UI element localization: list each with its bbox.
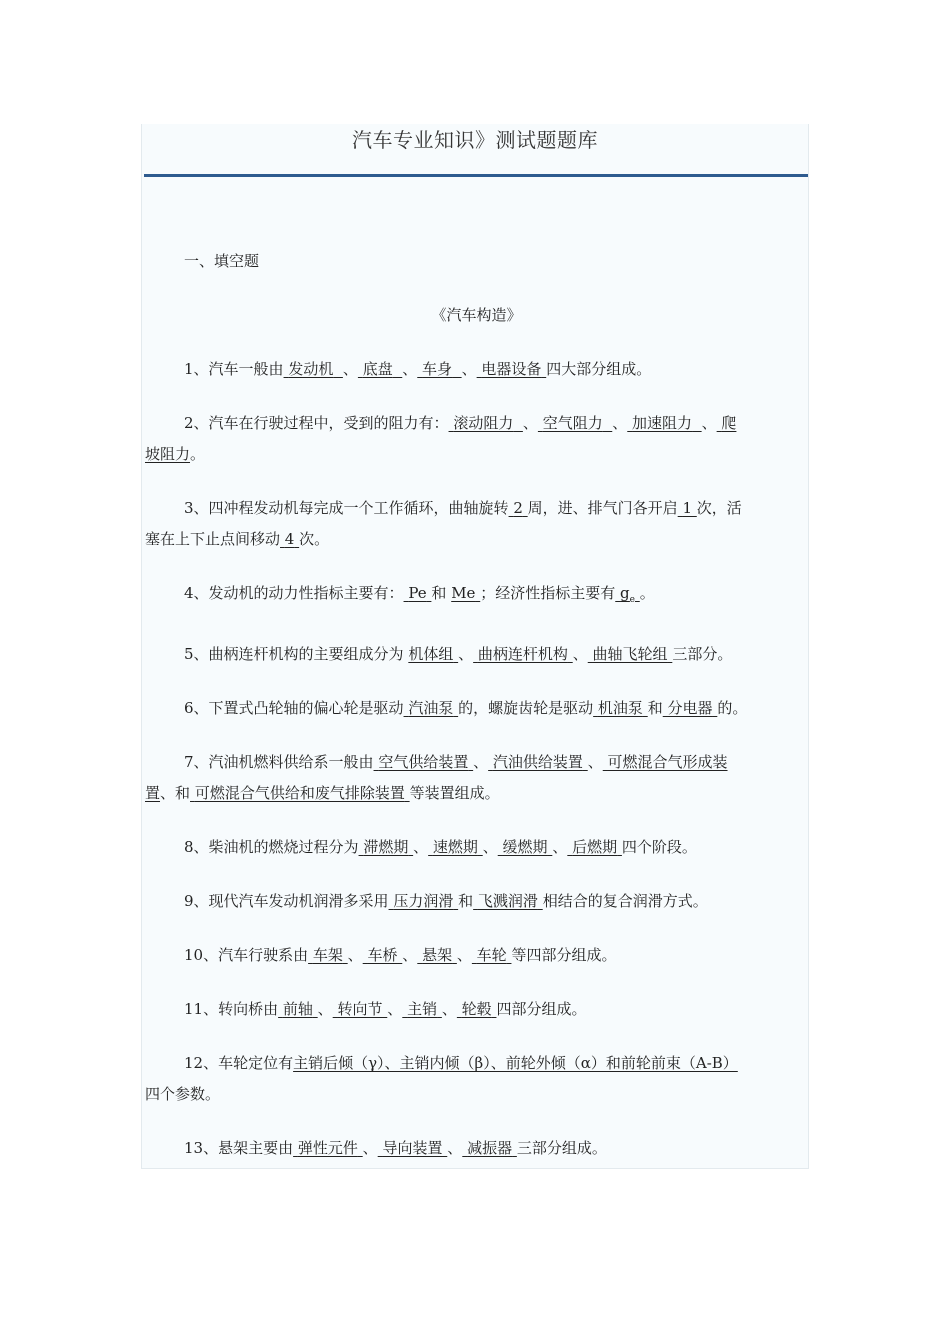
question-5: 5、曲柄连杆机构的主要组成分为 机体组 、 曲柄连杆机构 、 曲轴飞轮组 三部分。 xyxy=(184,645,733,663)
question-4: 4、发动机的动力性指标主要有： Pe 和 Me ；经济性指标主要有 $g_e$ 。 xyxy=(184,584,655,605)
question-6: 6、下置式凸轮轴的偏心轮是驱动 汽油泵 的，螺旋齿轮是驱动 机油泵 和 分电器 的。 xyxy=(184,699,748,717)
answer-blank: 滞燃期 xyxy=(363,838,409,856)
answer-blank: 4 xyxy=(284,530,295,548)
answer-blank: 1 xyxy=(682,499,692,517)
answer-blank: 车桥 xyxy=(367,946,398,964)
answer-blank: 悬架 xyxy=(422,946,453,964)
answer-blank: 主销 xyxy=(407,1000,438,1018)
answer-blank: 滚动阻力 xyxy=(453,414,514,432)
answer-blank: 车轮 xyxy=(476,946,507,964)
answer-blank: 机油泵 xyxy=(597,699,643,717)
subsection-heading: 《汽车构造》 xyxy=(431,306,522,324)
answer-blank: 汽油泵 xyxy=(408,699,454,717)
answer-blank: 空气阻力 xyxy=(542,414,603,432)
answer-blank: 2 xyxy=(513,499,523,517)
answer-blank: 汽油供给装置 xyxy=(492,753,583,771)
title-divider xyxy=(144,174,808,177)
answer-blank: 转向节 xyxy=(337,1000,383,1018)
answer-blank: 后燃期 xyxy=(572,838,618,856)
section-heading: 一、填空题 xyxy=(184,252,260,270)
answer-blank: 坡阻力 xyxy=(145,445,191,463)
answer-blank: 减振器 xyxy=(467,1139,513,1157)
document-page xyxy=(141,124,809,1169)
answer-blank: 主销后倾（γ）、主销内倾（β）、前轮外倾（α）和前轮前束（A-B） xyxy=(293,1054,738,1072)
answer-blank: 轮毂 xyxy=(461,1000,492,1018)
question-10: 10、汽车行驶系由 车架 、 车桥 、 悬架 、 车轮 等四部分组成。 xyxy=(184,946,617,964)
question-1: 1、汽车一般由 发动机 、 底盘 、 车身 、 电器设备 四大部分组成。 xyxy=(184,360,652,378)
answer-blank: 底盘 xyxy=(362,360,393,378)
question-11: 11、转向桥由 前轴 、 转向节 、 主销 、 轮毂 四部分组成。 xyxy=(184,1000,587,1018)
answer-blank: 空气供给装置 xyxy=(378,753,469,771)
question-8: 8、柴油机的燃烧过程分为 滞燃期 、 速燃期 、 缓燃期 、 后燃期 四个阶段。 xyxy=(184,838,697,856)
answer-blank: 可燃混合气形成装 xyxy=(607,753,728,771)
answer-blank: 加速阻力 xyxy=(632,414,693,432)
answer-blank: 曲轴飞轮组 xyxy=(592,645,668,663)
answer-blank: 曲柄连杆机构 xyxy=(477,645,568,663)
answer-blank: 机体组 xyxy=(408,645,454,663)
answer-blank: Pe xyxy=(408,584,427,602)
answer-blank: 飞溅润滑 xyxy=(477,892,538,910)
answer-blank: 缓燃期 xyxy=(502,838,548,856)
answer-blank: 车身 xyxy=(422,360,453,378)
answer-blank: 电器设备 xyxy=(481,360,542,378)
answer-blank: 分电器 xyxy=(667,699,713,717)
answer-blank: 压力润滑 xyxy=(393,892,454,910)
answer-blank: $g_e$ xyxy=(620,584,635,605)
answer-blank: 弹性元件 xyxy=(297,1139,358,1157)
question-7: 7、汽油机燃料供给系一般由 空气供给装置 、 汽油供给装置 、 可燃混合气形成装 置、和 可燃混合气供给和废气排除装置 等装置组成。 xyxy=(145,753,728,802)
question-13: 13、悬架主要由 弹性元件 、 导向装置 、 减振器 三部分组成。 xyxy=(184,1139,607,1157)
question-9: 9、现代汽车发动机润滑多采用 压力润滑 和 飞溅润滑 相结合的复合润滑方式。 xyxy=(184,892,708,910)
answer-blank: Me xyxy=(451,584,476,602)
question-3: 3、四冲程发动机每完成一个工作循环，曲轴旋转 2 周，进、排气门各开启 1 次，活 塞在上下止点间移动 4 次。 xyxy=(145,499,742,548)
document-body xyxy=(145,246,808,1187)
page-title: 汽车专业知识》测试题题库 xyxy=(352,128,598,152)
question-2: 2、汽车在行驶过程中，受到的阻力有： 滚动阻力 、 空气阻力 、 加速阻力 、 爬 坡阻力。 xyxy=(145,414,737,463)
answer-blank: 爬 xyxy=(721,414,737,432)
answer-blank: 导向装置 xyxy=(382,1139,443,1157)
answer-blank: 车架 xyxy=(312,946,343,964)
answer-blank: 置 xyxy=(145,784,161,802)
question-12: 12、车轮定位有主销后倾（γ）、主销内倾（β）、前轮外倾（α）和前轮前束（A-B） 四个参数。 xyxy=(145,1054,738,1103)
answer-blank: 前轴 xyxy=(282,1000,313,1018)
answer-blank: 发动机 xyxy=(288,360,334,378)
answer-blank: 可燃混合气供给和废气排除装置 xyxy=(194,784,405,802)
answer-blank: 速燃期 xyxy=(432,838,478,856)
